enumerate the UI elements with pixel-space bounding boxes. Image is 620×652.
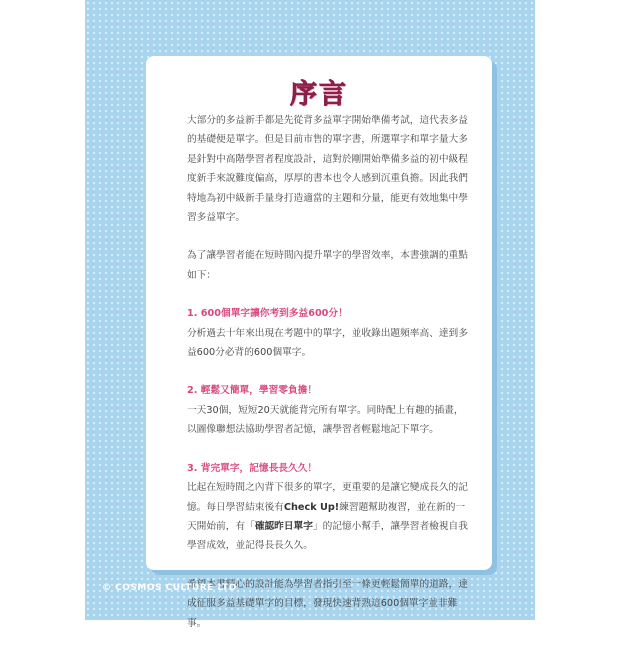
closing-paragraph: 希望本書精心的設計能為學習者指引至一條更輕鬆簡單的道路，達成征服多益基礎單字的目標，發現快速背熟這600個單字並非難事。 — [187, 578, 468, 629]
point-body-text: 比起在短時間之內背下很多的單字，更重要的是讓它變成長久的記憶。每日學習結束後有 — [187, 482, 468, 513]
point-body-text: 練習題幫助複習，並在新的一天開始前，有「 — [187, 501, 466, 532]
point-heading: 2. 輕鬆又簡單，學習零負擔！ — [187, 385, 318, 397]
page-title: 序言 — [290, 79, 348, 110]
point-body-text: 」的記憶小幫手，讓學習者檢視自我學習成效，並記得長長久久。 — [187, 520, 468, 552]
point-3 — [187, 459, 469, 556]
check-up-label: Check Up! — [283, 501, 340, 513]
lead-paragraph: 為了讓學習者能在短時間內提升單字的學習效率，本書強調的重點如下： — [187, 250, 468, 281]
point-heading: 1. 600個單字讓你考到多益600分！ — [187, 308, 348, 320]
point-1 — [187, 304, 469, 362]
intro-paragraph: 大部分的多益新手都是先從背多益單字開始準備考試，這代表多益的基礎便是單字。但是目前市售的單字書，所選單字和單字量大多是針對中高階學習者程度設計，這對於剛開始準備多益的初中級程度新手來說難度偏高，厚厚的書本也令人感到沉重負擔。因此我們特地為初中級新手量身打造適當的主題和分量，能更有效地集中學習多益單字。 — [187, 115, 468, 224]
preface-body — [187, 111, 469, 652]
point-body: 一天30個，短短20天就能背完所有單字。同時配上有趣的插畫，以圖像聯想法協助學習者記憶，讓學習者輕鬆地記下單字。 — [187, 404, 464, 436]
review-label: 確認昨日單字 — [254, 520, 313, 532]
point-body — [187, 478, 469, 556]
point-heading: 3. 背完單字，記憶長長久久！ — [187, 462, 318, 474]
point-2 — [187, 381, 469, 439]
copyright-notice: © COSMOS CULTURE LTD — [102, 583, 237, 593]
point-body: 分析過去十年來出現在考題中的單字，並收錄出題頻率高、達到多益600分必背的600個單字。 — [187, 327, 468, 359]
